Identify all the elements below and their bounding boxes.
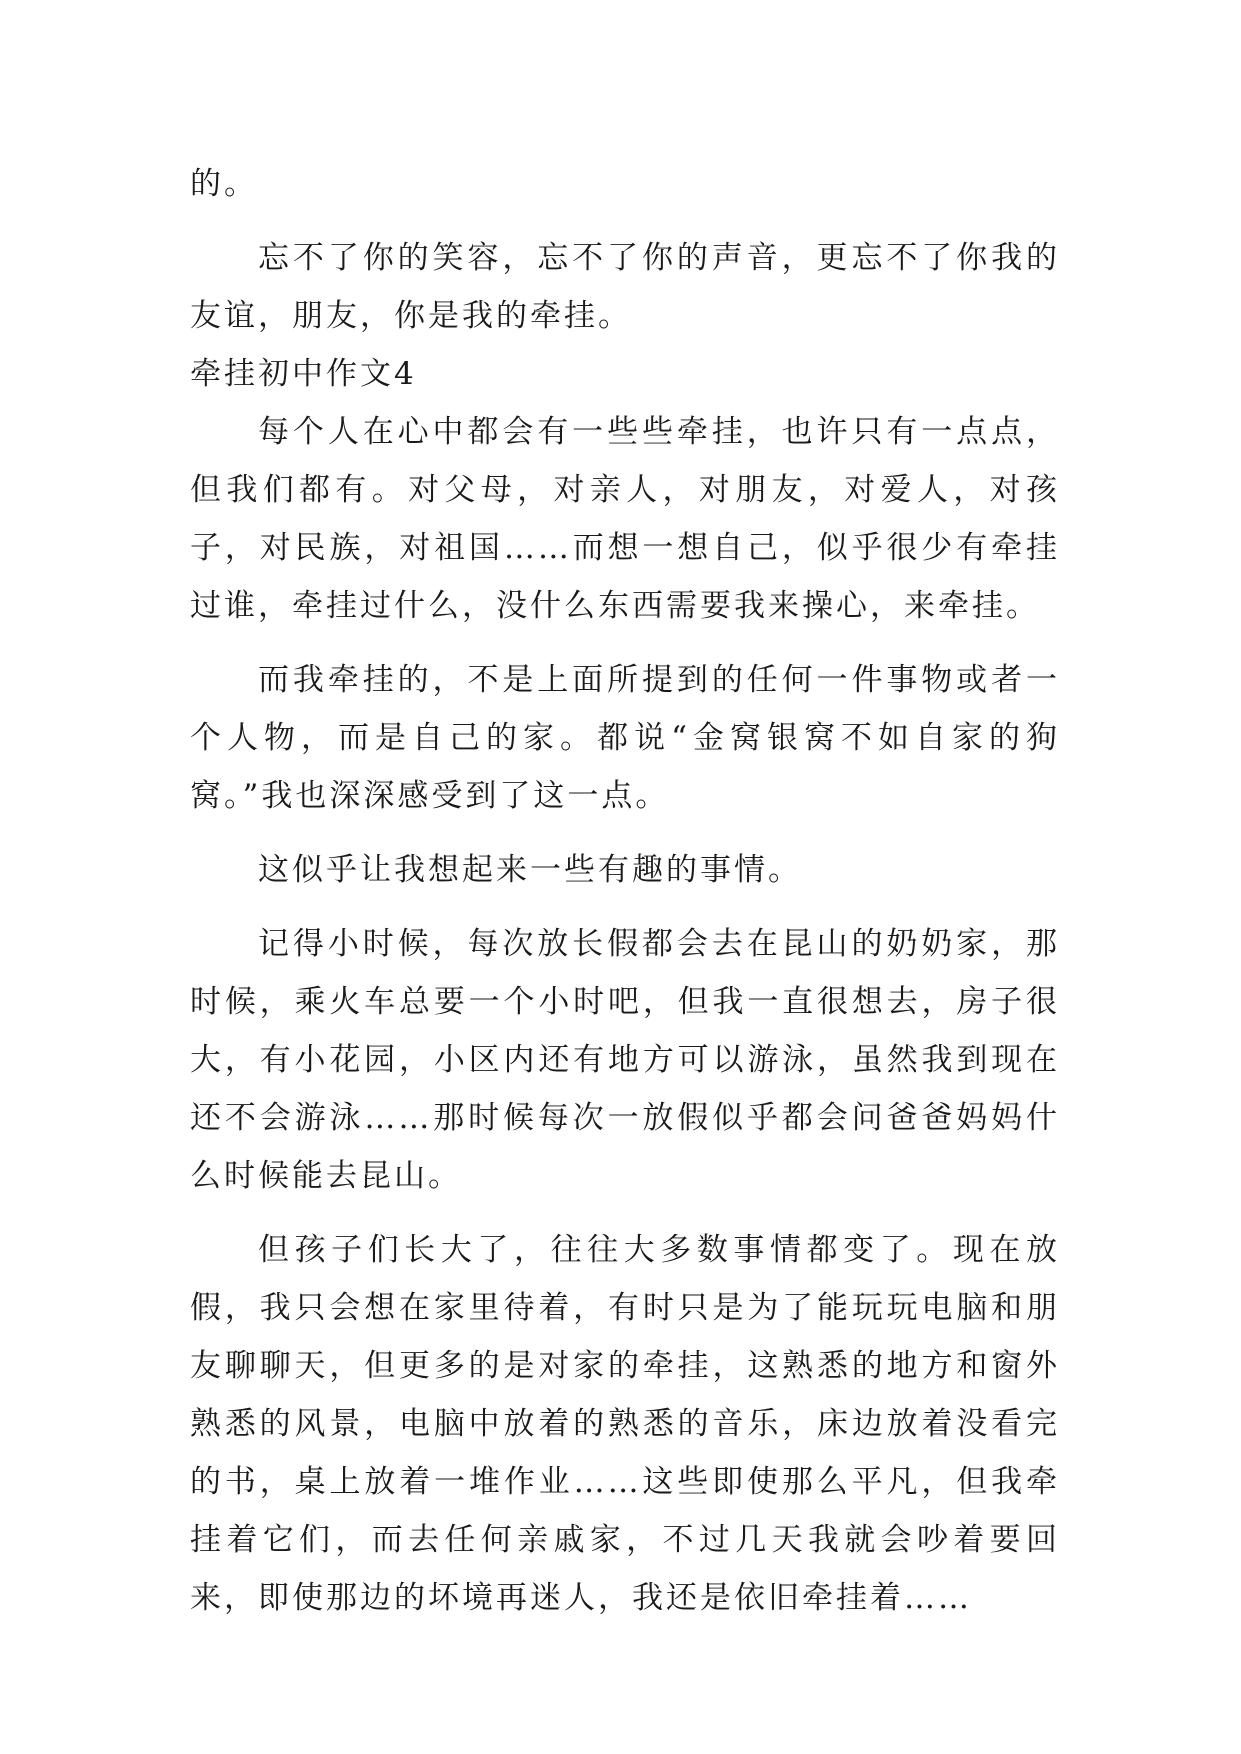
paragraph: 记得小时候，每次放长假都会去在昆山的奶奶家，那时候，乘火车总要一个小时吧，但我一直很想去，房子很大，有小花园，小区内还有地方可以游泳，虽然我到现在还不会游泳……那时候每次一放假似乎都会问爸爸妈妈什么时候能去昆山。 [190,926,1060,1194]
document-body [190,155,1060,1643]
paragraph: 每个人在心中都会有一些些牵挂，也许只有一点点，但我们都有。对父母，对亲人，对朋友，对爱人，对孩子，对民族，对祖国……而想一想自己，似乎很少有牵挂过谁，牵挂过什么，没什么东西需要我来操心，来牵挂。 [190,414,1060,624]
paragraph: 但孩子们长大了，往往大多数事情都变了。现在放假，我只会想在家里待着，有时只是为了能玩玩电脑和朋友聊聊天，但更多的是对家的牵挂，这熟悉的地方和窗外熟悉的风景，电脑中放着的熟悉的音乐，床边放着没看完的书，桌上放着一堆作业……这些即使那么平凡，但我牵挂着它们，而去任何亲戚家，不过几天我就会吵着要回来，即使那边的坏境再迷人，我还是依旧牵挂着…… [190,1232,1060,1616]
paragraph: 这似乎让我想起来一些有趣的事情。 [258,852,802,888]
paragraph: 忘不了你的笑容，忘不了你的声音，更忘不了你我的友谊，朋友，你是我的牵挂。 [190,240,1060,334]
paragraph-continuation: 的。 [190,166,258,202]
paragraph: 而我牵挂的，不是上面所提到的任何一件事物或者一个人物，而是自己的家。都说“金窝银窝不如自家的狗窝。”我也深深感受到了这一点。 [190,662,1060,814]
section-heading: 牵挂初中作文4 [190,356,417,392]
